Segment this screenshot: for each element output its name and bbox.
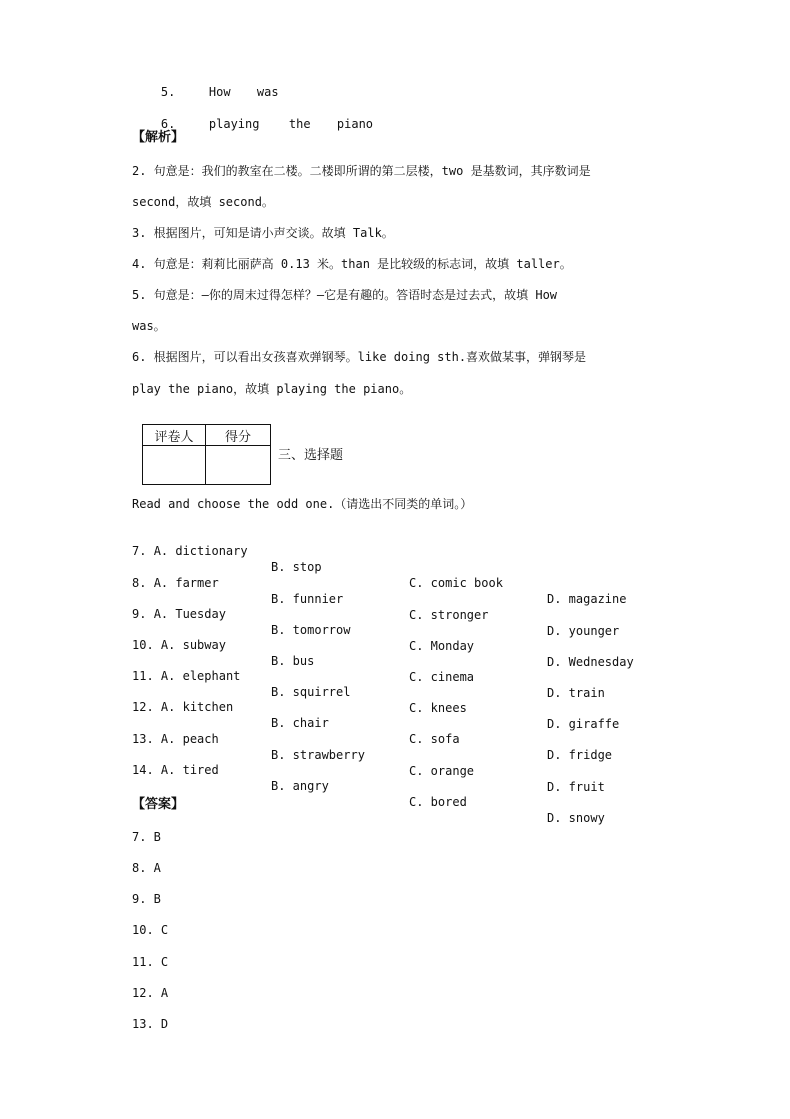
question-option-a [132,731,219,747]
question-number: 14. [132,763,154,777]
option-d: D. Wednesday [547,655,634,669]
question-option-a [132,699,233,715]
option-b: B. strawberry [271,748,365,762]
option-c: C. knees [409,701,467,715]
answer-number: 6. [160,117,176,131]
analysis-q4: 4. 句意是：莉莉比丽萨高 0.13 米。than 是比较级的标志词，故填 taller。 [132,257,572,271]
question-option-a [132,762,219,778]
option-a: A. dictionary [153,544,248,558]
option-b: B. squirrel [271,685,351,699]
option-c: C. cinema [409,670,475,684]
answer-item: 13. D [132,1017,169,1031]
option-d: D. fridge [547,748,613,762]
score-cell [206,446,271,485]
answer-word: piano [336,117,374,131]
answer-item: 9. B [132,892,161,906]
analysis-q6-line1: 6. 根据图片，可以看出女孩喜欢弹钢琴。like doing sth.喜欢做某事，弹钢琴是 [132,350,587,364]
option-b: B. funnier [271,592,344,606]
option-d: D. train [547,686,605,700]
answer-item: 12. A [132,986,169,1000]
analysis-q3: 3. 根据图片，可知是请小声交谈。故填 Talk。 [132,226,394,240]
reviewer-header: 评卷人 [143,425,206,446]
answer-word: playing [208,117,260,131]
question-number: 8. [132,576,147,590]
option-d: D. fruit [547,780,605,794]
option-d: D. younger [547,624,620,638]
option-a: A. kitchen [160,700,234,714]
question-option-a [132,668,240,684]
option-a: A. subway [160,638,226,652]
reviewer-cell [143,446,206,485]
option-c: C. bored [409,795,467,809]
option-a: A. elephant [160,669,241,683]
option-a: A. Tuesday [153,607,226,621]
option-b: B. stop [271,560,322,574]
question-option-a [132,543,248,559]
option-c: C. sofa [409,732,460,746]
answer-number: 5. [160,85,176,99]
option-c: C. Monday [409,639,475,653]
question-number: 9. [132,607,147,621]
answer-item: 10. C [132,923,169,937]
option-b: B. angry [271,779,329,793]
option-b: B. chair [271,716,329,730]
score-table [142,424,271,485]
question-number: 13. [132,732,154,746]
option-d: D. magazine [547,592,627,606]
answer-word: How [208,85,231,99]
question-number: 11. [132,669,154,683]
answer-heading: 【答案】 [132,797,185,812]
question-option-a [132,606,226,622]
question-number: 10. [132,638,154,652]
answer-item: 8. A [132,861,161,875]
question-number: 7. [132,544,147,558]
analysis-q5-line2: was。 [132,319,166,333]
option-a: A. peach [160,732,219,746]
prev-answer-6 [132,100,374,131]
answer-item: 7. B [132,830,161,844]
score-header: 得分 [206,425,271,446]
option-b: B. bus [271,654,315,668]
option-b: B. tomorrow [271,623,351,637]
analysis-q2-line2: second，故填 second。 [132,195,274,209]
option-d: D. snowy [547,811,605,825]
analysis-heading: 【解析】 [132,130,185,145]
analysis-q2-line1: 2. 句意是：我们的教室在二楼。二楼即所谓的第二层楼，two 是基数词，其序数词是 [132,164,591,178]
option-a: A. tired [160,763,219,777]
answer-word: the [288,117,311,131]
question-option-a [132,637,226,653]
option-a: A. farmer [153,576,219,590]
analysis-q6-line2: play the piano，故填 playing the piano。 [132,382,412,396]
question-option-a [132,575,219,591]
section-title: 三、选择题 [278,448,344,463]
instruction: Read and choose the odd one.（请选出不同类的单词。） [132,497,473,511]
prev-answer-5 [132,68,279,99]
question-number: 12. [132,700,154,714]
option-c: C. orange [409,764,475,778]
answer-word: was [256,85,279,99]
answer-item: 11. C [132,955,169,969]
analysis-q5-line1: 5. 句意是：—你的周末过得怎样？—它是有趣的。答语时态是过去式，故填 How [132,288,558,302]
option-c: C. stronger [409,608,489,622]
option-d: D. giraffe [547,717,620,731]
option-c: C. comic book [409,576,503,590]
